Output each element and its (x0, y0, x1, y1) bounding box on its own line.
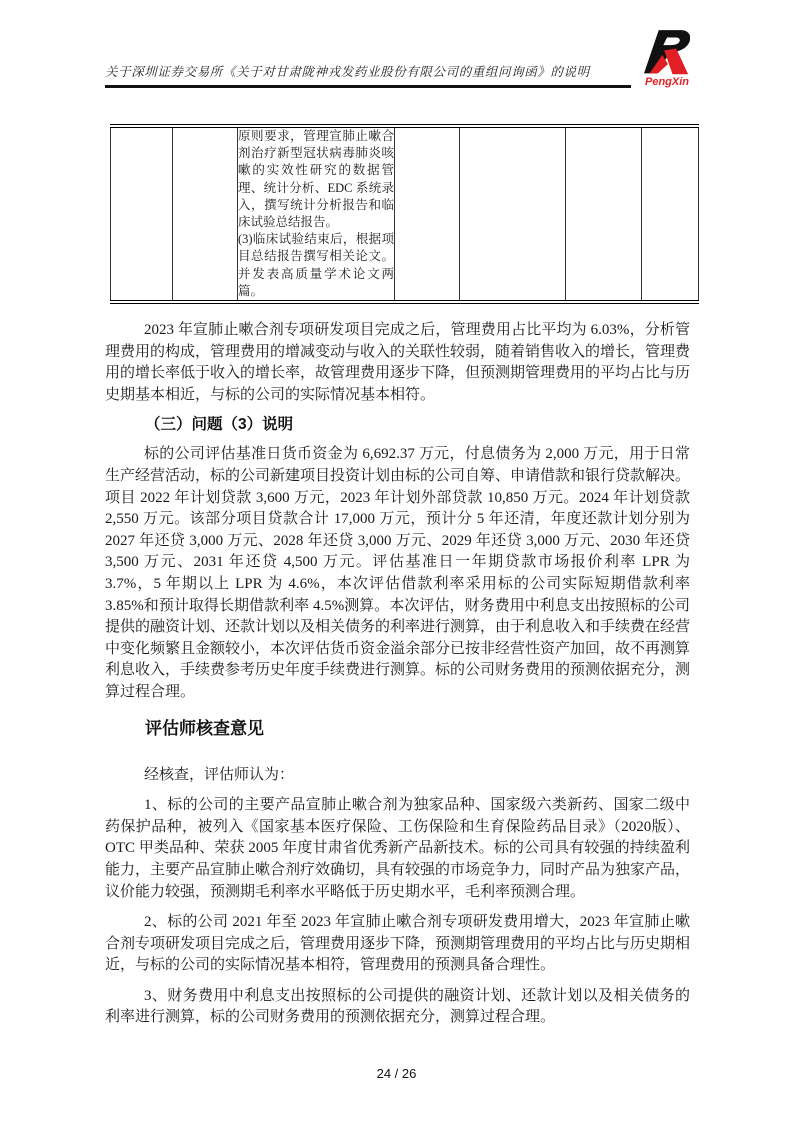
page-header-title: 关于深圳证券交易所《关于对甘肃陇神戎发药业股份有限公司的重组问询函》的说明 (105, 65, 590, 79)
table-cell-work-content (238, 126, 395, 302)
table-cell-empty-5 (460, 126, 566, 302)
table-cell-empty-2 (173, 126, 238, 302)
table-row (111, 126, 699, 302)
paragraph-question-3-explanation: 标的公司评估基准日货币资金为 6,692.37 万元，付息债务为 2,000 万元，用于日常生产经营活动，标的公司新建项目投资计划由标的公司自筹、申请借款和银行贷款解决。项目 2022 年计划贷款 3,600 万元，2023 年计划外部贷款 10,850 万元。2024 年计划贷款 2,550 万元。该部分项目贷款合计 17,000 万元，预计分 5 年还清，年度还款计划分别为 2027 年还贷 3,000 万元、2028 年还贷 3,000 万元、2029 年还贷 3,000 万元、2030 年还贷 3,500 万元、2031 年还贷 4,500 万元。评估基准日一年期贷款市场报价利率 LPR 为 3.7%，5 年期以上 LPR 为 4.6%，本次评估借款利率采用标的公司实际短期借款利率 3.85%和预计取得长期借款利率 4.5%测算。本次评估，财务费用中利息支出按照标的公司提供的融资计划、还款计划以及相关债务的利率进行测算，由于利息收入和手续费在经营中变化频繁且金额较小，本次评估货币资金溢余部分已按非经营性资产加回，故不再测算利息收入，手续费参考历史年度手续费进行测算。标的公司财务费用的预测依据充分，测算过程合理。 (105, 446, 691, 700)
header-rule (105, 85, 631, 88)
table-cell-empty-7 (642, 126, 699, 302)
cell-paragraph-1: 原则要求，管理宣肺止嗽合剂治疗新型冠状病毒肺炎咳嗽的实效性研究的数据管理、统计分析、EDC 系统录入，撰写统计分析报告和临床试验总结报告。 (238, 129, 394, 230)
opinion-item-1: 1、标的公司的主要产品宣肺止嗽合剂为独家品种、国家级六类新药、国家二级中药保护品种，被列入《国家基本医疗保险、工伤保险和生育保险药品目录》（2020版）、OTC 甲类品种、荣获 2005 年度甘肃省优秀新产品新技术。标的公司具有较强的持续盈利能力，主要产品宣肺止嗽合剂疗效确切，具有较强的市场竞争力，同时产品为独家产品，议价能力较强，预测期毛利率水平略低于历史期水平，毛利率预测合理。 (105, 797, 691, 900)
table-cell-empty-6 (566, 126, 642, 302)
heading-question-3: （三）问题（3）说明 (145, 416, 294, 434)
cell-paragraph-2: (3)临床试验结束后，根据项目总结报告撰写相关论文。并发表高质量学术论文两篇。 (238, 232, 394, 298)
paragraph-management-expense: 2023 年宣肺止嗽合剂专项研发项目完成之后，管理费用占比平均为 6.03%，分析管理费用的构成，管理费用的增减变动与收入的关联性较弱，随着销售收入的增长，管理费用的增长率低于收入的增长率，故管理费用逐步下降，但预测期管理费用的平均占比与历史期基本相近，与标的公司的实际情况基本相符。 (105, 322, 691, 403)
table-cell-empty-4 (395, 126, 460, 302)
opinion-item-3: 3、财务费用中利息支出按照标的公司提供的融资计划、还款计划以及相关债务的利率进行测算，标的公司财务费用的预测依据充分，测算过程合理。 (105, 987, 690, 1026)
opinion-item-2: 2、标的公司 2021 年至 2023 年宣肺止嗽合剂专项研发费用增大，2023 年宣肺止嗽合剂专项研发项目完成之后，管理费用逐步下降，预测期管理费用的平均占比与历史期相近，与标的公司的实际情况基本相符，管理费用的预测具备合理性。 (105, 914, 691, 974)
table-cell-empty-1 (111, 126, 173, 302)
paragraph-opinion-intro: 经核查，评估师认为： (144, 766, 295, 783)
pengxin-logo (639, 30, 695, 88)
document-body (105, 124, 690, 1029)
continued-table (110, 124, 699, 304)
heading-assessor-opinion: 评估师核查意见 (145, 718, 264, 738)
page-number: 24 / 26 (376, 1066, 417, 1081)
logo-r-icon (644, 30, 690, 78)
logo-wordmark: PengXin (644, 76, 689, 88)
logo-r-red-swoosh (664, 48, 688, 74)
